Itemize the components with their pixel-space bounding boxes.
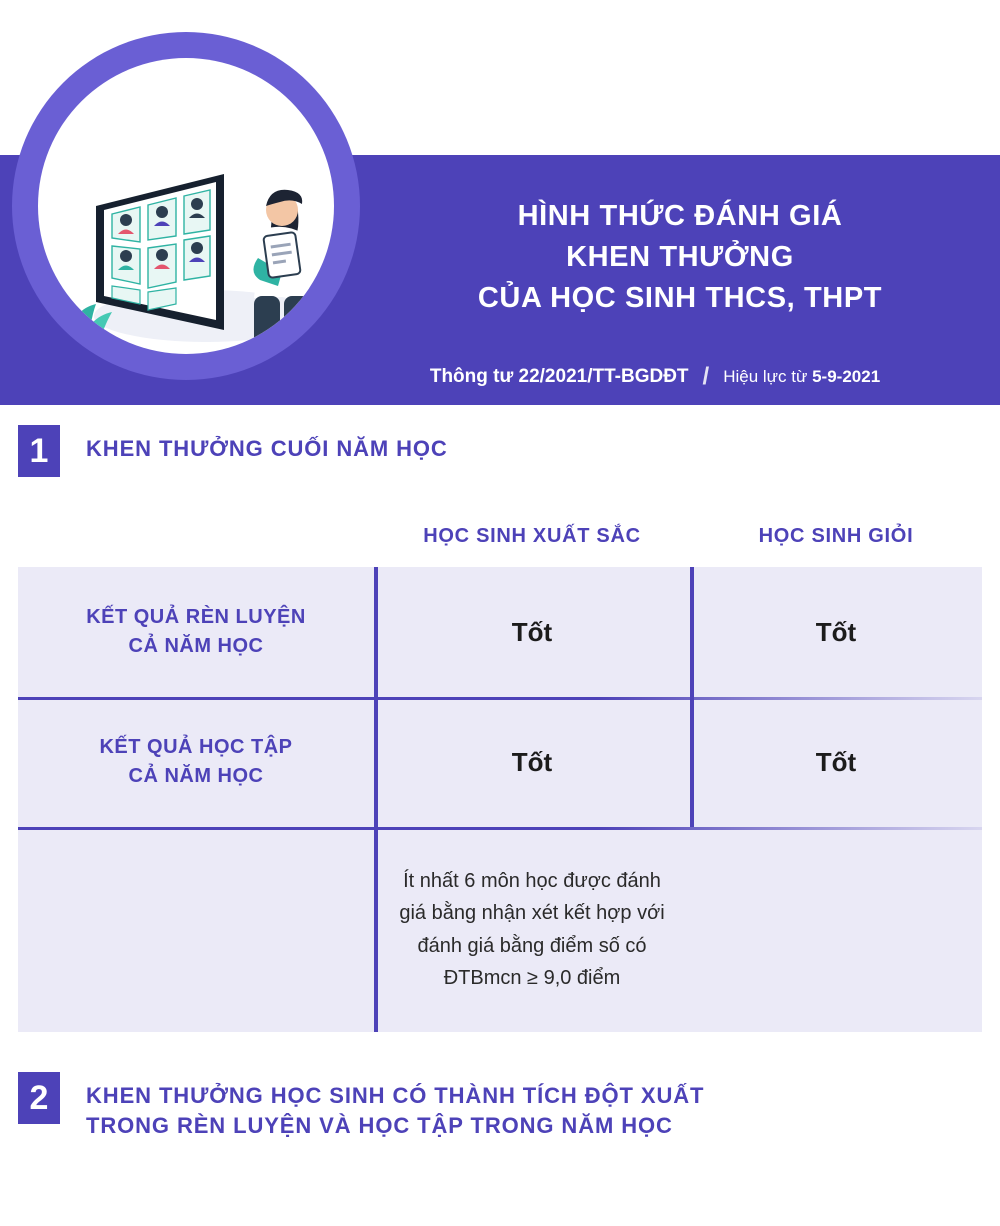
subtitle-divider: / [702,363,710,390]
online-classroom-illustration [38,58,334,354]
row-1-label [18,567,374,697]
table-row [18,697,982,827]
awards-table [18,505,982,1032]
row-3-excellent-note: Ít nhất 6 môn học được đánh giá bằng nhận xét kết hợp với đánh giá bằng điểm số có ĐTBmcn ≥ 9,0 điểm [399,869,665,989]
section-1-number: 1 [18,425,60,477]
section-2-number: 2 [18,1072,60,1124]
table-header-good: HỌC SINH GIỎI [758,524,914,547]
row-1-excellent-value: Tốt [511,616,553,647]
circular-number: Thông tư 22/2021/TT-BGDĐT [429,366,689,387]
section-2-heading [0,1072,704,1141]
row-1-label-line-2: CẢ NĂM HỌC [128,635,264,657]
section-2-title [86,1072,704,1141]
row-2-label [18,697,374,827]
row-1-label-line-1: KẾT QUẢ RÈN LUYỆN [86,606,306,628]
table-header-excellent: HỌC SINH XUẤT SẮC [423,524,641,547]
footer-spacer [0,1175,1000,1226]
header-title-line-1: HÌNH THỨC ĐÁNH GIÁ [517,200,843,232]
header-title-line-2: KHEN THƯỞNG [566,241,794,274]
row-2-excellent-value: Tốt [511,746,553,777]
header [0,0,1000,405]
table-vertical-divider-1 [374,567,378,1032]
row-3-label [18,827,374,1032]
table-header-row [18,505,982,567]
section-2-title-line-2: TRONG RÈN LUYỆN VÀ HỌC TẬP TRONG NĂM HỌC [86,1112,673,1138]
row-2-label-line-1: KẾT QUẢ HỌC TẬP [99,736,293,758]
effective-date-text [723,367,880,387]
row-2-label-line-2: CẢ NĂM HỌC [128,765,264,787]
row-1-good-value: Tốt [815,616,857,647]
table-row [18,567,982,697]
row-2-good-value: Tốt [815,746,857,777]
header-title [380,196,980,320]
table-row [18,827,982,1032]
header-title-line-3: CỦA HỌC SINH THCS, THPT [477,282,883,315]
table-vertical-divider-2 [690,567,694,827]
section-1-heading [0,425,448,477]
effective-prefix: Hiệu lực từ [723,367,813,386]
section-2-title-line-1: KHEN THƯỞNG HỌC SINH CÓ THÀNH TÍCH ĐỘT XUẤT [86,1083,705,1108]
header-illustration-circle [38,58,334,354]
table-body [18,567,982,1032]
table-header-blank [18,505,374,567]
effective-date: 5-9-2021 [812,367,881,386]
header-subtitle [330,363,980,391]
section-1-title: KHEN THƯỞNG CUỐI NĂM HỌC [86,436,448,461]
row-3-good-note [690,827,982,1032]
